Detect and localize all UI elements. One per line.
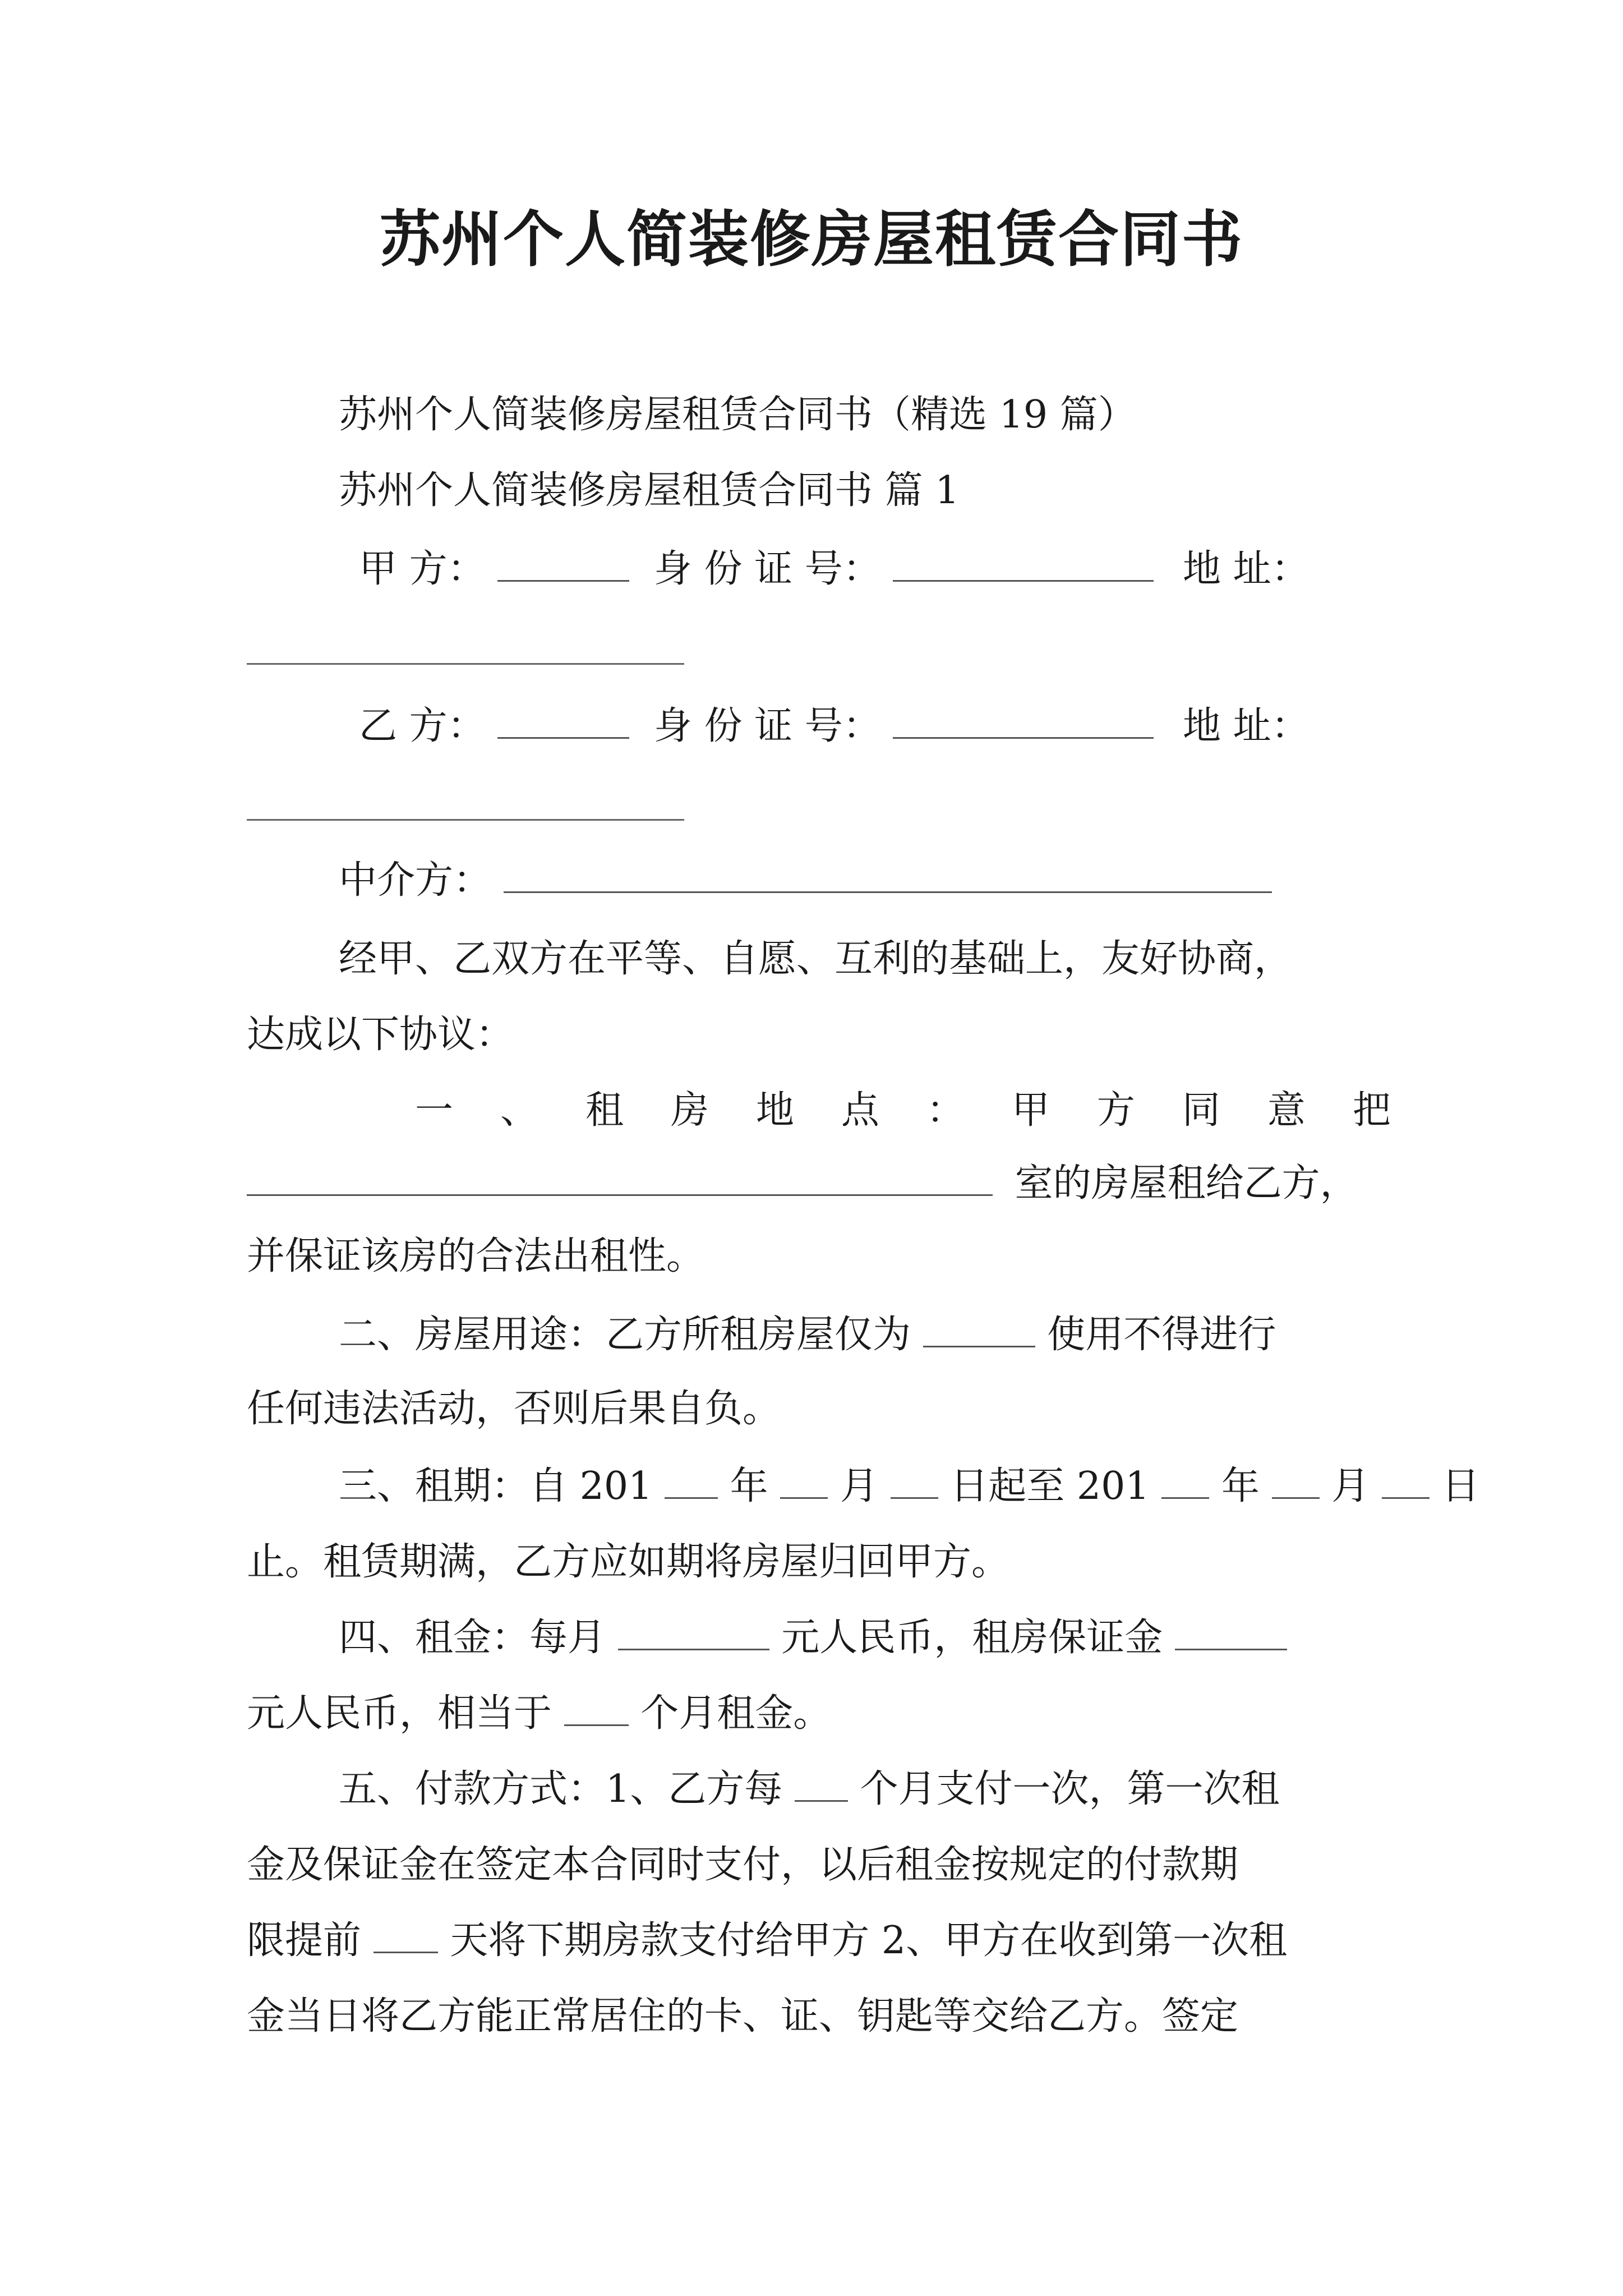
clause-4-text-d: 个月租金。	[640, 1691, 832, 1736]
clause-3-text-a: 三、租期：自 201	[339, 1464, 653, 1508]
end-day-blank	[1382, 1462, 1430, 1499]
party-a-address-blank	[247, 663, 684, 665]
clause-3-day-2: 日	[1441, 1464, 1480, 1508]
clause-3-line-1	[339, 1458, 1480, 1515]
monthly-rent-blank	[618, 1614, 769, 1650]
clause-4-line-1	[339, 1610, 1391, 1666]
party-a-label: 甲 方：	[359, 547, 486, 591]
intro-line-1: 经甲、乙双方在平等、自愿、互利的基础上，友好协商，	[339, 937, 1293, 981]
usage-blank	[923, 1311, 1035, 1347]
party-b-address-label: 地 址：	[1182, 704, 1310, 748]
property-address-blank	[247, 1159, 993, 1196]
party-b-address-blank	[247, 819, 684, 821]
end-month-blank	[1272, 1462, 1320, 1499]
document-subtitle: 苏州个人简装修房屋租赁合同书（精选 19 篇）	[339, 393, 1136, 437]
clause-4-line-2	[247, 1686, 1391, 1742]
clause-1-line-3: 并保证该房的合法出租性。	[247, 1234, 705, 1278]
clause-3-line-2: 止。租赁期满，乙方应如期将房屋归回甲方。	[247, 1540, 1010, 1584]
clause-1-char: 、	[500, 1088, 538, 1133]
deposit-months-blank	[564, 1690, 629, 1726]
clause-4-text-c: 元人民币，相当于	[247, 1691, 552, 1736]
clause-1-line-1	[415, 1083, 1391, 1139]
clause-1-char: 房	[670, 1088, 709, 1133]
agent-blank	[504, 857, 1272, 893]
clause-1-line-2	[247, 1156, 1391, 1212]
agent-label: 中介方：	[339, 858, 492, 903]
document-title: 苏州个人简装修房屋租赁合同书	[379, 204, 1243, 275]
clause-1-char: 同	[1182, 1088, 1220, 1133]
clause-5-line-4: 金当日将乙方能正常居住的卡、证、钥匙等交给乙方。签定	[247, 1994, 1239, 2039]
clause-1-line-2-text: 室的房屋租给乙方，	[1015, 1161, 1358, 1205]
party-a-address-label: 地 址：	[1182, 547, 1310, 591]
payment-interval-blank	[795, 1765, 848, 1802]
clause-3-day-1: 日起至 201	[950, 1464, 1150, 1508]
clause-5-text-a: 五、付款方式：1、乙方每	[339, 1767, 783, 1811]
party-b-row	[359, 698, 1391, 754]
intro-line-2: 达成以下协议：	[247, 1013, 514, 1057]
agent-row	[339, 853, 1391, 909]
deposit-blank	[1175, 1614, 1287, 1650]
clause-4-text-b: 元人民币，租房保证金	[781, 1616, 1163, 1660]
clause-1-char: 点	[841, 1088, 879, 1133]
clause-1-char: 租	[585, 1088, 624, 1133]
start-day-blank	[891, 1462, 938, 1499]
end-year-blank	[1161, 1462, 1209, 1499]
clause-1-char: ：	[926, 1088, 965, 1133]
clause-3-month-1: 月	[840, 1464, 878, 1508]
party-a-name-blank	[497, 545, 629, 582]
clause-3-year-2: 年	[1221, 1464, 1260, 1508]
party-b-label: 乙 方：	[359, 704, 486, 748]
clause-1-char: 一	[415, 1088, 454, 1133]
clause-1-char: 甲	[1011, 1088, 1050, 1133]
party-b-id-blank	[893, 702, 1154, 739]
clause-5-line-2: 金及保证金在签定本合同时支付，以后租金按规定的付款期	[247, 1843, 1239, 1887]
clause-1-char: 方	[1096, 1088, 1135, 1133]
party-a-row	[359, 541, 1391, 597]
clause-5-line-3	[247, 1913, 1391, 1969]
clause-1-char: 意	[1267, 1088, 1306, 1133]
advance-days-blank	[374, 1917, 438, 1953]
clause-4-text-a: 四、租金：每月	[339, 1616, 606, 1660]
clause-5-text-c: 限提前	[247, 1918, 362, 1963]
start-year-blank	[665, 1462, 718, 1499]
clause-3-month-2: 月	[1331, 1464, 1370, 1508]
party-b-name-blank	[497, 702, 629, 739]
clause-3-year-1: 年	[730, 1464, 768, 1508]
section-heading: 苏州个人简装修房屋租赁合同书 篇 1	[339, 468, 960, 513]
clause-5-text-d: 天将下期房款支付给甲方 2、甲方在收到第一次租	[450, 1918, 1288, 1963]
clause-1-char: 地	[755, 1088, 794, 1133]
clause-5-text-b: 个月支付一次，第一次租	[860, 1767, 1280, 1811]
party-b-id-label: 身 份 证 号：	[653, 704, 881, 748]
clause-2-line-1	[339, 1307, 1391, 1363]
clause-2-text-b: 使用不得进行	[1047, 1313, 1276, 1357]
clause-2-line-2: 任何违法活动，否则后果自负。	[247, 1387, 781, 1431]
party-a-id-label: 身 份 证 号：	[653, 547, 881, 591]
clause-2-text-a: 二、房屋用途：乙方所租房屋仅为	[339, 1313, 911, 1357]
clause-1-char: 把	[1352, 1088, 1391, 1133]
clause-5-line-1	[339, 1761, 1391, 1818]
party-a-id-blank	[893, 545, 1154, 582]
start-month-blank	[780, 1462, 828, 1499]
